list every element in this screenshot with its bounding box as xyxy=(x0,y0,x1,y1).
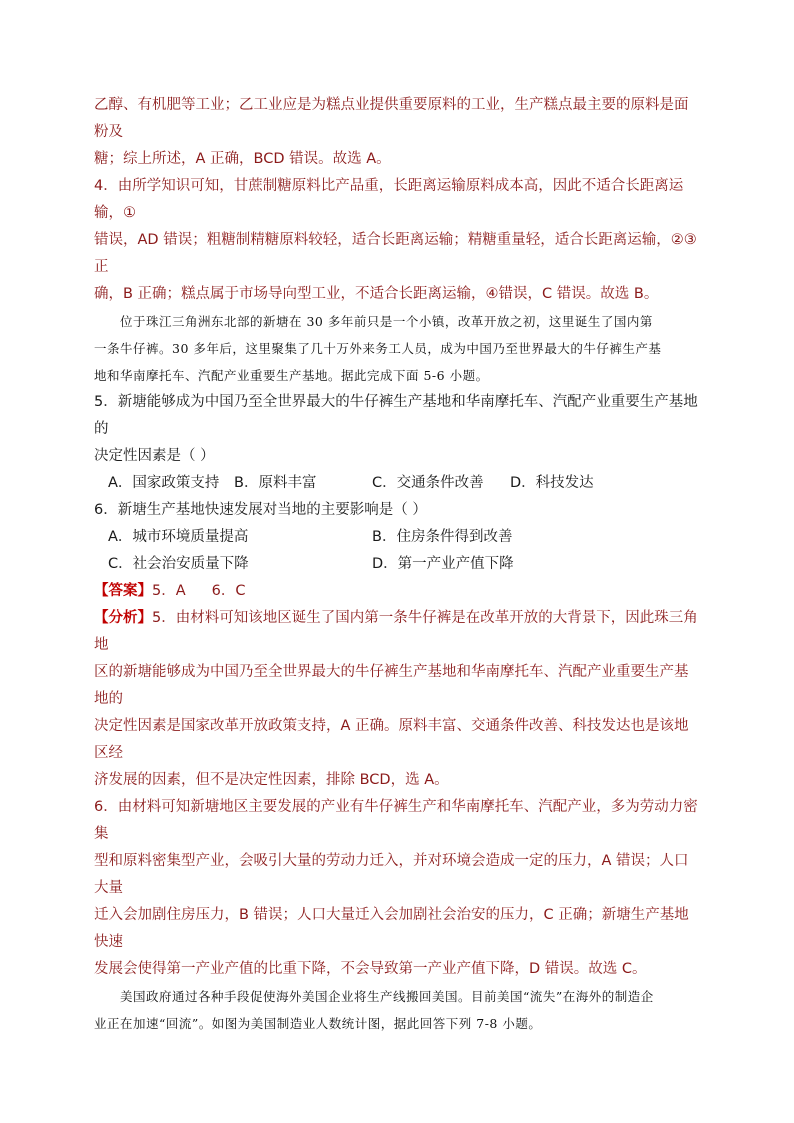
passage-line: 地和华南摩托车、汽配产业重要生产基地。据此完成下面 5-6 小题。 xyxy=(94,368,489,383)
passage-line: 业正在加速“回流”。如图为美国制造业人数统计图，据此回答下列 7-8 小题。 xyxy=(94,1016,542,1031)
option-a: A．城市环境质量提高 xyxy=(108,529,249,545)
text-line: 确，B 正确；糕点属于市场导向型工业，不适合长距离运输，④错误，C 错误。故选 B。 xyxy=(94,286,659,302)
analysis-text: 5．由材料可知该地区诞生了国内第一条牛仔裤是在改革开放的大背景下，因此珠三角地 xyxy=(94,610,698,653)
answer-5: 5．A xyxy=(152,583,186,599)
answer-line xyxy=(94,578,700,605)
passage-line: 美国政府通过各种手段促使海外美国企业将生产线搬回美国。目前美国“流失”在海外的制造企 xyxy=(120,989,654,1004)
analysis-line: 迁入会加剧住房压力，B 错误；人口大量迁入会加剧社会治安的压力，C 正确；新塘生产基地快速 xyxy=(94,907,689,950)
text-line: 错误，AD 错误；粗糖制精糖原料较轻，适合长距离运输；精糖重量轻，适合长距离运输，②③正 xyxy=(94,232,697,275)
analysis-line: 决定性因素是国家改革开放政策支持，A 正确。原料丰富、交通条件改善、科技发达也是该地区经 xyxy=(94,718,689,761)
passage-line: 位于珠江三角洲东北部的新塘在 30 多年前只是一个小镇，改革开放之初，这里诞生了国内第 xyxy=(120,314,653,329)
analysis-line: 型和原料密集型产业，会吸引大量的劳动力迁入，并对环境会造成一定的压力，A 错误；人口大量 xyxy=(94,853,689,896)
text-line: 糖；综上所述，A 正确，BCD 错误。故选 A。 xyxy=(94,151,391,167)
answer-6: 6．C xyxy=(211,583,246,599)
analysis-line: 6．由材料可知新塘地区主要发展的产业有牛仔裤生产和华南摩托车、汽配产业，多为劳动力密集 xyxy=(94,799,698,842)
option-b: B．原料丰富 xyxy=(234,475,317,491)
text-line: 4．由所学知识可知，甘蔗制糖原料比产品重，长距离运输原料成本高，因此不适合长距离运输，① xyxy=(94,178,684,221)
text-line: 乙醇、有机肥等工业；乙工业应是为糕点业提供重要原料的工业，生产糕点最主要的原料是面粉及 xyxy=(94,97,689,140)
passage-line: 一条牛仔裤。30 多年后，这里聚集了几十万外来务工人员，成为中国乃至世界最大的牛仔裤生产基 xyxy=(94,341,662,356)
document-content xyxy=(94,92,700,1037)
option-c: C．交通条件改善 xyxy=(372,475,484,491)
question-6-options-row2 xyxy=(94,551,700,578)
analysis-line: 区的新塘能够成为中国乃至全世界最大的牛仔裤生产基地和华南摩托车、汽配产业重要生产基地的 xyxy=(94,664,689,707)
analysis-line: 发展会使得第一产业产值的比重下降，不会导致第一产业产值下降，D 错误。故选 C。 xyxy=(94,961,647,977)
option-d: D．科技发达 xyxy=(510,475,594,491)
question-5-stem: 决定性因素是（ ） xyxy=(94,448,215,464)
question-6-stem: 6．新塘生产基地快速发展对当地的主要影响是（ ） xyxy=(94,502,427,518)
analysis-tag: 【分析】 xyxy=(94,610,152,626)
analysis-line xyxy=(94,605,700,659)
question-5-stem: 5．新塘能够成为中国乃至全世界最大的牛仔裤生产基地和华南摩托车、汽配产业重要生产基地的 xyxy=(94,394,698,437)
question-6-options-row1 xyxy=(94,524,700,551)
option-a: A．国家政策支持 xyxy=(108,475,220,491)
option-b: B．住房条件得到改善 xyxy=(372,529,513,545)
analysis-line: 济发展的因素，但不是决定性因素，排除 BCD，选 A。 xyxy=(94,772,449,788)
option-d: D．第一产业产值下降 xyxy=(372,556,514,572)
option-c: C．社会治安质量下降 xyxy=(108,556,249,572)
answer-tag: 【答案】 xyxy=(94,583,152,599)
question-5-options xyxy=(94,470,700,497)
